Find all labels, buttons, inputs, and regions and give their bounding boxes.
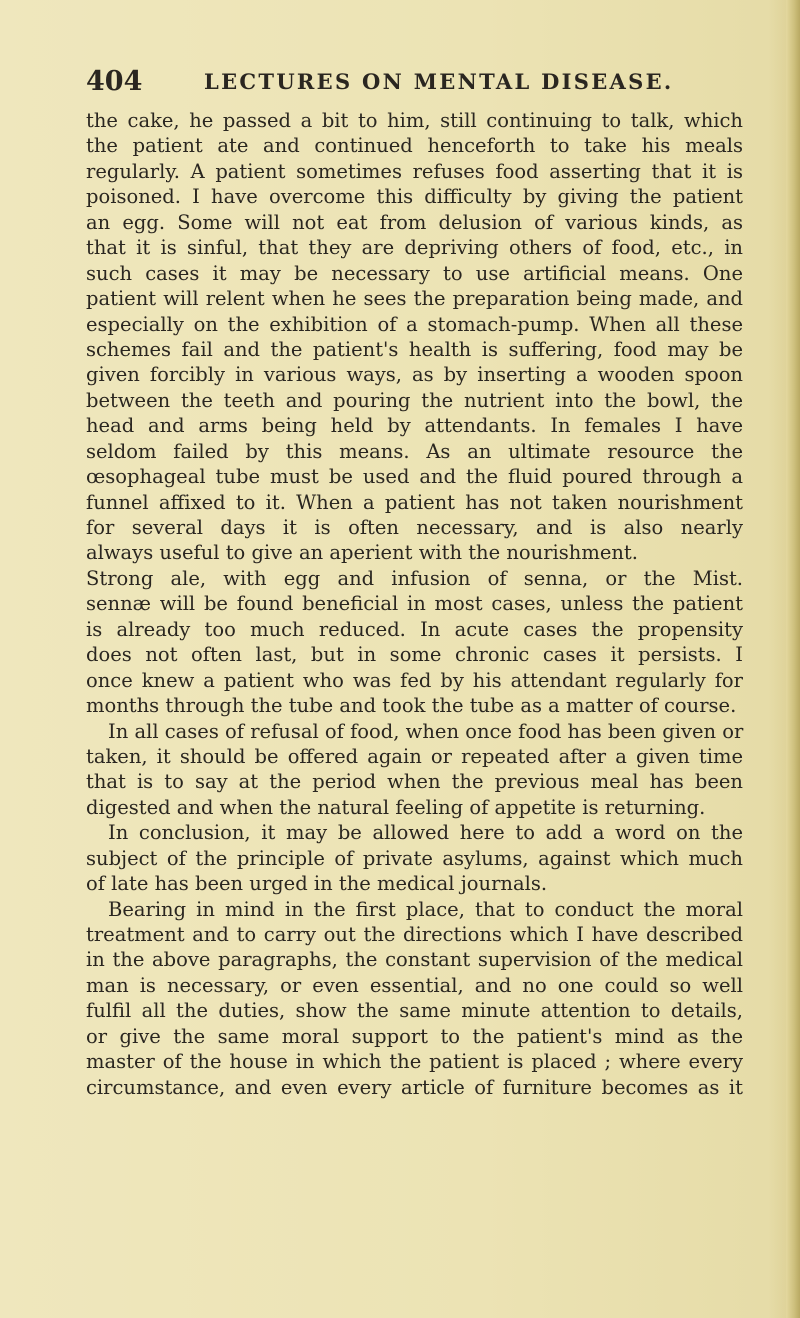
text-line: is already too much reduced. In acute cases the propensity xyxy=(86,617,743,641)
text-line: in the above paragraphs, the constant supervision of the medical xyxy=(86,948,743,972)
text-line: subject of the principle of private asylums, against which much xyxy=(86,846,743,870)
text-line: schemes fail and the patient's health is suffering, food may be xyxy=(86,337,743,361)
text-line: digested and when the natural feeling of appetite is returning. xyxy=(86,795,706,819)
text-line: treatment and to carry out the directions which I have described xyxy=(86,923,743,946)
text-line: Strong ale, with egg and infusion of senna, or the Mist. xyxy=(86,566,743,590)
text-line: an egg. Some will not eat from delusion of various kinds, as xyxy=(86,210,743,234)
text-line: circumstance, and even every article of furniture becomes as it xyxy=(86,1075,743,1099)
text-line: of late has been urged in the medical journals. xyxy=(86,872,548,896)
text-line: given forcibly in various ways, as by inserting a wooden spoon xyxy=(86,363,743,387)
text-line: In all cases of refusal of food, when once food has been given or xyxy=(108,719,744,743)
text-line: such cases it may be necessary to use artificial means. One xyxy=(86,261,743,285)
text-line: the cake, he passed a bit to him, still continuing to talk, which xyxy=(86,109,743,132)
text-line: once knew a patient who was fed by his attendant regularly for xyxy=(86,668,743,692)
running-head xyxy=(86,62,746,102)
text-line: that is to say at the period when the previous meal has been xyxy=(86,770,743,794)
running-head-title: LECTURES ON MENTAL DISEASE. xyxy=(204,69,674,94)
text-line: for several days it is often necessary, and is also nearly xyxy=(86,516,743,539)
text-line: or give the same moral support to the patient's mind as the xyxy=(86,1024,743,1048)
text-line: the patient ate and continued henceforth to take his meals xyxy=(86,134,743,158)
text-line: especially on the exhibition of a stomach-pump. When all these xyxy=(86,312,743,336)
page-edge-shadow xyxy=(786,0,800,1318)
text-line: does not often last, but in some chronic cases it persists. I xyxy=(86,643,743,667)
text-line: regularly. A patient sometimes refuses food asserting that it is xyxy=(86,159,743,183)
text-line: poisoned. I have overcome this difficulty by giving the patient xyxy=(86,185,743,209)
body-text xyxy=(86,108,743,1100)
text-line: Bearing in mind in the first place, that to conduct the moral xyxy=(108,897,743,921)
text-line: master of the house in which the patient is placed ; where every xyxy=(86,1050,743,1074)
text-line: months through the tube and took the tube as a matter of course. xyxy=(86,694,737,718)
text-line: head and arms being held by attendants. In females I have xyxy=(86,414,743,438)
text-line: funnel affixed to it. When a patient has not taken nourishment xyxy=(86,490,743,514)
text-line: fulfil all the duties, show the same minute attention to details, xyxy=(86,999,743,1023)
text-line: In conclusion, it may be allowed here to add a word on the xyxy=(108,821,743,845)
text-line: that it is sinful, that they are depriving others of food, etc., in xyxy=(86,236,743,260)
text-line: œsophageal tube must be used and the fluid poured through a xyxy=(86,465,743,489)
text-line: seldom failed by this means. As an ultimate resource the xyxy=(86,439,743,463)
text-line: taken, it should be offered again or repeated after a given time xyxy=(86,744,743,768)
text-line: sennæ will be found beneficial in most cases, unless the patient xyxy=(86,592,743,616)
text-line: between the teeth and pouring the nutrient into the bowl, the xyxy=(86,388,743,412)
text-line: always useful to give an aperient with the nourishment. xyxy=(86,541,638,565)
text-line: man is necessary, or even essential, and no one could so well xyxy=(86,973,743,997)
text-line: patient will relent when he sees the preparation being made, and xyxy=(86,287,743,311)
page-number: 404 xyxy=(86,66,143,97)
